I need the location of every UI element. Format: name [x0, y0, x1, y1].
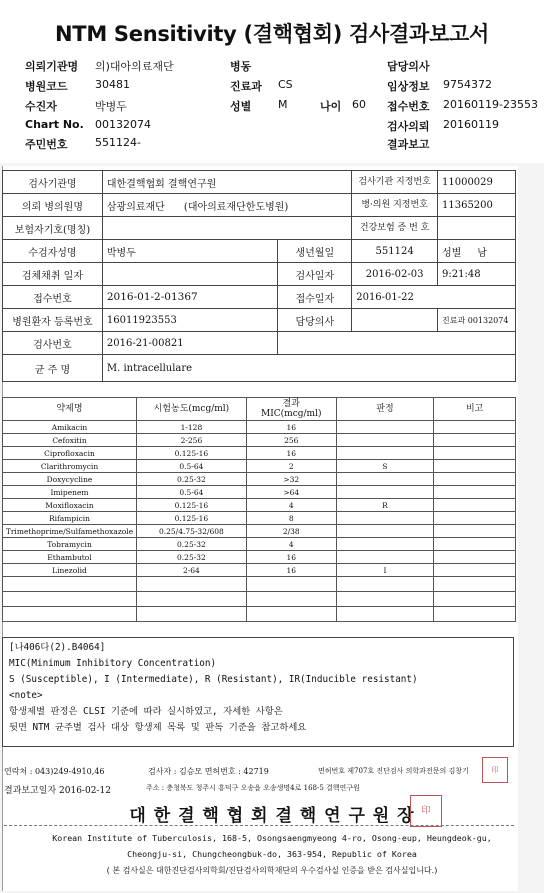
test-date-value: 2016-02-03 [352, 263, 438, 286]
result-row [3, 486, 516, 499]
receipt-date-value: 2016-01-22 [352, 286, 516, 309]
remark [434, 592, 516, 607]
sex-value-form: 남 [477, 247, 487, 259]
drug-name: Ethambutol [3, 551, 137, 564]
drug-name: Rifampicin [3, 512, 137, 525]
col-remark: 비고 [434, 398, 516, 421]
report-label: 결과보고 [387, 138, 430, 151]
reception-label: 접수번호 [387, 100, 430, 113]
mic-value: 16 [246, 421, 336, 434]
mic-value: 8 [246, 512, 336, 525]
chart-value: 00132074 [95, 118, 151, 131]
drug-name: Ciprofloxacin [3, 447, 137, 460]
doctor-label-form: 담당의사 [278, 309, 352, 332]
client-id-value: 11365200 [438, 194, 516, 217]
drug-name [3, 607, 137, 622]
result-row [3, 512, 516, 525]
interpretation: S [336, 460, 434, 473]
mic-value: 16 [246, 564, 336, 577]
footer-examiner: 검사자 : 김승모 면허번호 : 42719 [148, 767, 269, 776]
footer-address-en2: Cheongju-si, Chungcheongbuk-do, 363-954, Republic of Korea [127, 849, 417, 859]
dept-label: 진료과 [230, 80, 262, 93]
hospital-code-value: 30481 [95, 78, 130, 91]
note-line: 뒷면 NTM 균주별 검사 대상 항생제 목록 및 판독 기준을 참고하세요 [9, 722, 307, 733]
receipt-value: 2016-01-2-01367 [102, 286, 278, 309]
sex-value: M [278, 98, 288, 111]
client-label: 의뢰 병의원명 [3, 194, 103, 217]
col-conc: 시험농도(mcg/ml) [136, 398, 246, 421]
footer-cert: ( 본 검사실은 대한진단검사의학회/진단검사의학재단의 우수검사실 인증을 받은 검사실입니다.) [106, 866, 438, 875]
remark [434, 512, 516, 525]
patient-value: 박병두 [95, 100, 127, 113]
chart-label: Chart No. [25, 118, 84, 131]
drug-name: Trimethoprime/Sulfamethoxazole [3, 525, 137, 538]
result-row [3, 421, 516, 434]
footer-address-kr: 주소 : 충청북도 청주시 흥덕구 오송읍 오송생명4로 168-5 결핵연구원 [146, 784, 360, 792]
age-label: 나이 [320, 100, 342, 113]
test-range: 0.125-16 [136, 499, 246, 512]
request-label: 검사의뢰 [387, 120, 430, 133]
col-result: 결과 [282, 399, 300, 409]
sex-label-form: 성별 [442, 247, 462, 259]
patient-label: 수진자 [25, 100, 57, 113]
result-row [3, 577, 516, 592]
notes-box [2, 637, 514, 747]
drug-name: Amikacin [3, 421, 137, 434]
test-range: 0.25-32 [136, 473, 246, 486]
mic-value: >64 [246, 486, 336, 499]
remark [434, 538, 516, 551]
result-row [3, 473, 516, 486]
mic-value [246, 577, 336, 592]
note-line: S (Susceptible), I (Intermediate), R (Resistant), IR(Inducible resistant) [9, 674, 418, 685]
mic-value [246, 592, 336, 607]
note-line: [나406다(2).B4064] [9, 642, 106, 653]
footer-address-en1: Korean Institute of Tuberculosis, 168-5, Osongsaengmyeong 4-ro, Osong-eup, Heungdeok-gu, [52, 833, 492, 843]
client-value: 삼광의료재단 [106, 201, 165, 213]
ward-label: 병동 [230, 60, 252, 73]
footer-report-date: 결과보고일자 2016-02-12 [4, 786, 111, 796]
interpretation [336, 538, 434, 551]
remark [434, 421, 516, 434]
clinical-value: 9754372 [443, 78, 492, 91]
scanned-report [0, 163, 544, 893]
col-mic: MIC(mcg/ml) [261, 409, 322, 419]
reg-label: 병원환자 등록번호 [3, 309, 103, 332]
test-range: 0.125-16 [136, 512, 246, 525]
doctor-seal: 印 [482, 757, 508, 783]
dept-no-value: 00132074 [467, 315, 509, 325]
exam-value: 2016-21-00821 [102, 332, 278, 355]
drug-name: Tobramycin [3, 538, 137, 551]
reception-value: 20160119-23553 [443, 98, 538, 111]
dept-value: CS [278, 78, 293, 91]
test-range: 0.125-16 [136, 447, 246, 460]
mic-value: 256 [246, 434, 336, 447]
interpretation [336, 512, 434, 525]
remark [434, 434, 516, 447]
report-header [0, 52, 544, 152]
mic-value: 4 [246, 538, 336, 551]
test-range: 0.25-32 [136, 551, 246, 564]
drug-name: Doxycycline [3, 473, 137, 486]
collect-label: 검체채취 일자 [3, 263, 103, 286]
col-drug: 약제명 [3, 398, 137, 421]
test-range: 2-256 [136, 434, 246, 447]
client-id-label: 병·의원 지정번호 [352, 194, 438, 217]
interpretation [336, 486, 434, 499]
mic-value [246, 607, 336, 622]
interpretation [336, 473, 434, 486]
receipt-date-label: 접수일자 [278, 286, 352, 309]
col-interp: 판정 [336, 398, 434, 421]
note-line: MIC(Minimum Inhibitory Concentration) [9, 658, 217, 669]
interpretation [336, 592, 434, 607]
exam-label: 검사번호 [3, 332, 103, 355]
client-sub: (대아의료재단한도병원) [183, 201, 289, 213]
test-range: 0.5-64 [136, 460, 246, 473]
receipt-label: 접수번호 [3, 286, 103, 309]
age-value: 60 [352, 98, 366, 111]
mic-value: 16 [246, 447, 336, 460]
remark [434, 607, 516, 622]
drug-name: Linezolid [3, 564, 137, 577]
remark [434, 525, 516, 538]
result-row [3, 538, 516, 551]
org-signature: 대 한 결 핵 협 회 결 핵 연 구 원 장 [129, 806, 415, 826]
test-range [136, 577, 246, 592]
remark [434, 447, 516, 460]
interpretation [336, 434, 434, 447]
result-row [3, 434, 516, 447]
test-range: 1-128 [136, 421, 246, 434]
name-label: 수검자성명 [3, 240, 103, 263]
org-label: 검사기관명 [3, 171, 103, 194]
note-line: <note> [9, 690, 43, 701]
organism-value: M. intracellulare [102, 355, 515, 382]
test-range: 0.25/4.75-32/608 [136, 525, 246, 538]
insurer-label: 보험자기호(명칭) [3, 217, 103, 240]
report-title: NTM Sensitivity (결핵협회) 검사결과보고서 [55, 22, 489, 46]
remark [434, 486, 516, 499]
drug-name: Clarithromycin [3, 460, 137, 473]
note-line: 항생제별 판정은 CLSI 기준에 따라 실시하였고, 자세한 사항은 [9, 706, 283, 717]
test-range [136, 607, 246, 622]
footer-license: 면허번호 제707호 진단검사 의학과전문의 김창기 [318, 767, 469, 775]
drug-name [3, 577, 137, 592]
drug-name: Imipenem [3, 486, 137, 499]
test-range: 0.5-64 [136, 486, 246, 499]
hospital-code-label: 병원코드 [25, 80, 68, 93]
result-row [3, 499, 516, 512]
doctor-label: 담당의사 [387, 60, 430, 73]
result-row [3, 551, 516, 564]
interpretation [336, 525, 434, 538]
resident-value: 551124- [95, 136, 141, 149]
interpretation [336, 551, 434, 564]
interpretation: R [336, 499, 434, 512]
mic-value: >32 [246, 473, 336, 486]
info-table [2, 170, 516, 382]
result-row [3, 592, 516, 607]
result-row [3, 525, 516, 538]
test-date-label: 검사일자 [278, 263, 352, 286]
interpretation [336, 607, 434, 622]
test-range: 2-64 [136, 564, 246, 577]
test-range: 0.25-32 [136, 538, 246, 551]
drug-name [3, 592, 137, 607]
org-id-label: 검사기관 지정번호 [352, 171, 438, 194]
organism-label: 균 주 명 [3, 355, 103, 382]
ins-no-label: 건강보험 증 번 호 [352, 217, 438, 240]
dept-label-form: 진료과 [442, 315, 466, 325]
result-row [3, 460, 516, 473]
footer-divider [4, 825, 514, 826]
org-value: 대한결핵협회 결핵연구원 [102, 171, 351, 194]
test-range [136, 592, 246, 607]
results-table [2, 397, 516, 622]
remark [434, 551, 516, 564]
drug-name: Cefoxitin [3, 434, 137, 447]
resident-label: 주민번호 [25, 138, 68, 151]
footer-contact: 연락처 : 043)249-4910,46 [4, 767, 105, 776]
institution-label: 의뢰기관명 [25, 60, 79, 73]
interpretation [336, 421, 434, 434]
interpretation: I [336, 564, 434, 577]
remark [434, 564, 516, 577]
result-row [3, 564, 516, 577]
interpretation [336, 577, 434, 592]
clinical-label: 임상정보 [387, 80, 430, 93]
org-seal: 印 [410, 795, 442, 827]
mic-value: 2 [246, 460, 336, 473]
mic-value: 2/38 [246, 525, 336, 538]
remark [434, 460, 516, 473]
dob-value: 551124 [352, 240, 438, 263]
remark [434, 499, 516, 512]
result-row [3, 607, 516, 622]
remark [434, 577, 516, 592]
reg-value: 16011923553 [102, 309, 278, 332]
result-row [3, 447, 516, 460]
request-value: 20160119 [443, 118, 499, 131]
org-id-value: 11000029 [438, 171, 516, 194]
sex-label: 성별 [230, 100, 252, 113]
institution-value: 의)대아의료재단 [95, 60, 174, 73]
mic-value: 4 [246, 499, 336, 512]
interpretation [336, 447, 434, 460]
name-value: 박병두 [102, 240, 278, 263]
test-time-value: 9:21:48 [438, 263, 516, 286]
drug-name: Moxifloxacin [3, 499, 137, 512]
results-body [3, 421, 516, 622]
remark [434, 473, 516, 486]
mic-value: 16 [246, 551, 336, 564]
dob-label: 생년월일 [278, 240, 352, 263]
